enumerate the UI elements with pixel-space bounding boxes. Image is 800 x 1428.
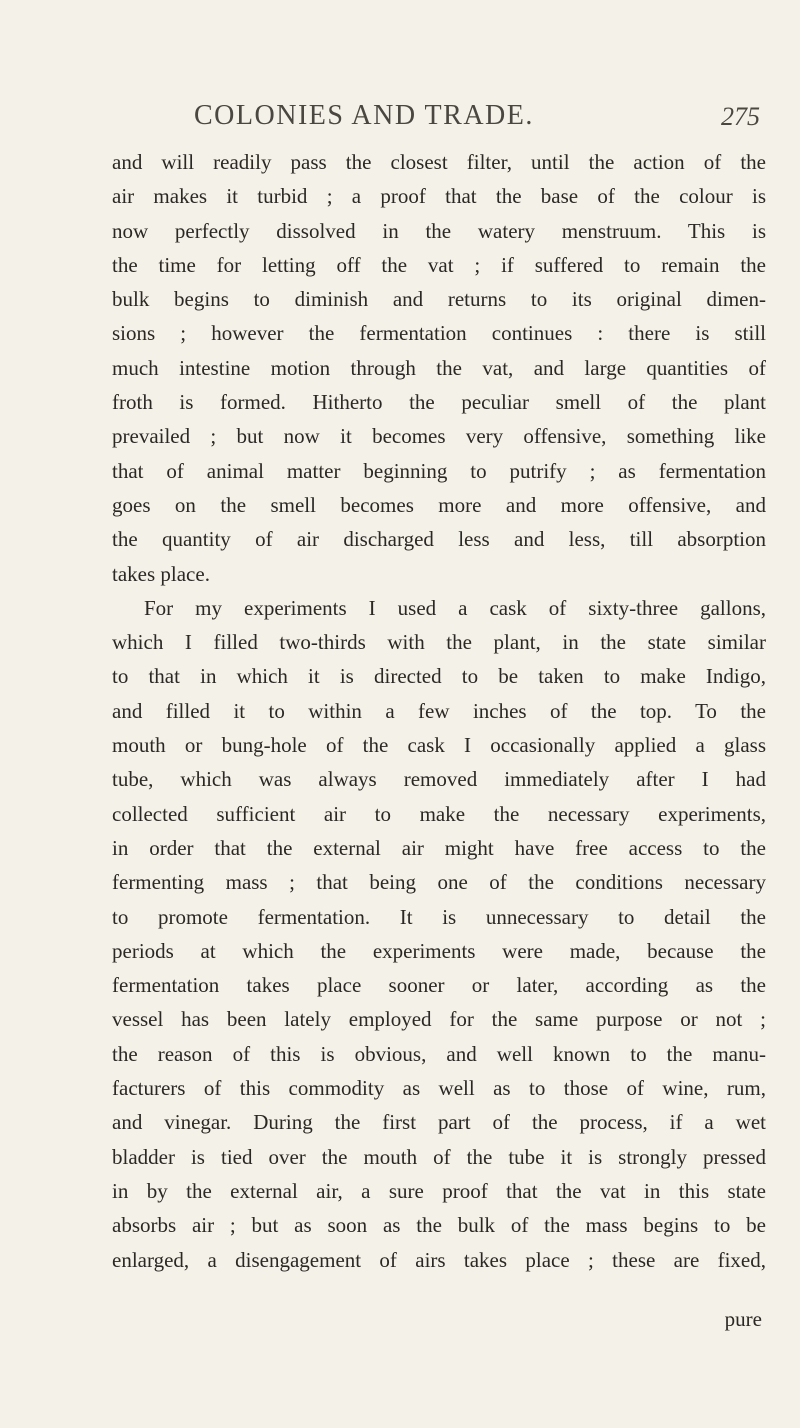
text-line: and filled it to within a few inches of the top. To the bbox=[112, 698, 766, 723]
text-line: to that in which it is directed to be taken to make Indigo, bbox=[112, 664, 766, 689]
text-line: in order that the external air might have free access to the bbox=[112, 835, 766, 860]
text-line: prevailed ; but now it becomes very offensive, something like bbox=[112, 424, 766, 449]
text-line: and will readily pass the closest filter, until the action of the bbox=[112, 150, 766, 174]
text-line: the time for letting off the vat ; if suffered to remain the bbox=[112, 252, 766, 277]
text-line: air makes it turbid ; a proof that the base of the colour is bbox=[112, 184, 766, 209]
paragraph-first-line: For my experiments I used a cask of sixty-three gallons, bbox=[144, 595, 766, 620]
text-line: mouth or bung-hole of the cask I occasionally applied a glass bbox=[112, 733, 766, 758]
text-line: enlarged, a disengagement of airs takes place ; these are fixed, bbox=[112, 1247, 766, 1272]
text-line: which I filled two-thirds with the plant, in the state similar bbox=[112, 630, 766, 655]
text-line: fermentation takes place sooner or later, according as the bbox=[112, 973, 766, 998]
text-line: bulk begins to diminish and returns to its original dimen- bbox=[112, 287, 766, 312]
text-line: now perfectly dissolved in the watery menstruum. This is bbox=[112, 218, 766, 243]
text-line: goes on the smell becomes more and more offensive, and bbox=[112, 492, 766, 517]
text-line: facturers of this commodity as well as to those of wine, rum, bbox=[112, 1076, 766, 1101]
text-line: much intestine motion through the vat, and large quantities of bbox=[112, 355, 766, 380]
page-number: 275 bbox=[721, 102, 760, 131]
body-text bbox=[112, 145, 766, 1277]
text-line: tube, which was always removed immediately after I had bbox=[112, 767, 766, 792]
text-line: sions ; however the fermentation continues : there is still bbox=[112, 321, 766, 346]
text-line: takes place. bbox=[112, 561, 210, 586]
running-head: COLONIES AND TRADE. bbox=[194, 100, 534, 131]
text-line: vessel has been lately employed for the same purpose or not ; bbox=[112, 1007, 766, 1032]
text-line: in by the external air, a sure proof that the vat in this state bbox=[112, 1178, 766, 1203]
text-line: that of animal matter beginning to putrify ; as fermentation bbox=[112, 458, 766, 483]
text-line: fermenting mass ; that being one of the conditions necessary bbox=[112, 870, 766, 895]
page-header bbox=[194, 100, 774, 140]
text-line: bladder is tied over the mouth of the tube it is strongly pressed bbox=[112, 1144, 766, 1169]
text-line: periods at which the experiments were made, because the bbox=[112, 938, 766, 963]
text-line: the reason of this is obvious, and well known to the manu- bbox=[112, 1041, 766, 1066]
text-line: absorbs air ; but as soon as the bulk of the mass begins to be bbox=[112, 1213, 766, 1238]
text-line: froth is formed. Hitherto the peculiar smell of the plant bbox=[112, 390, 766, 415]
text-line: collected sufficient air to make the necessary experiments, bbox=[112, 801, 766, 826]
text-line: to promote fermentation. It is unnecessary to detail the bbox=[112, 904, 766, 929]
text-line: and vinegar. During the first part of the process, if a wet bbox=[112, 1110, 766, 1135]
text-line: the quantity of air discharged less and less, till absorption bbox=[112, 527, 766, 552]
catchword: pure bbox=[724, 1307, 762, 1331]
